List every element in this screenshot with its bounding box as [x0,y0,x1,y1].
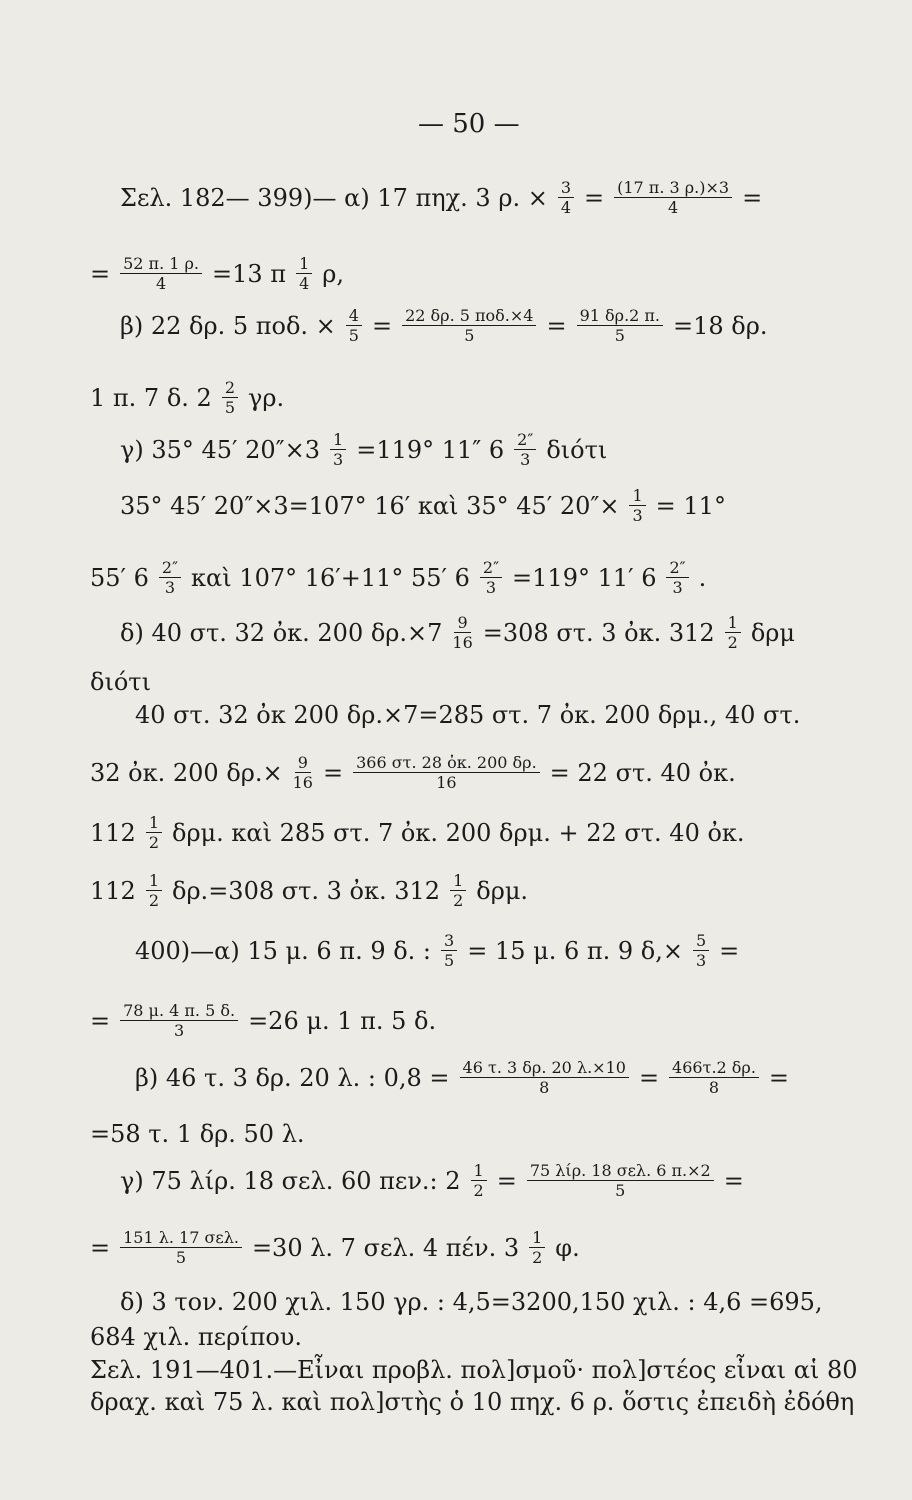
fraction [146,873,162,909]
fraction [514,432,536,468]
text-run: γ) 75 λίρ. 18 σελ. 60 πεν.: 2 [120,1167,461,1195]
text-run: ρ, [322,260,344,288]
text-run: = [496,1167,517,1195]
text-run: δραχ. καὶ 75 λ. καὶ πολ]στὴς ὁ 10 πηχ. 6 ρ. ὅστις ἐπειδὴ ἐδόθη [90,1388,855,1416]
text-line [120,615,795,651]
text-run: δρμ. καὶ 285 στ. 7 ὀκ. 200 δρμ. + 22 στ. 40 ὀκ. [172,819,745,847]
text-line [90,670,151,694]
text-run: = [742,184,763,212]
text-run: 112 [90,819,136,847]
text-run: = [723,1167,744,1195]
text-run: 55′ 6 [90,564,149,592]
text-run: =119° 11′ 6 [512,564,657,592]
fraction-numerator: 1 [330,432,346,450]
text-run: β) 46 τ. 3 δρ. 20 λ. : 0,8 = [135,1064,450,1092]
text-run: 40 στ. 32 ὀκ 200 δρ.×7=285 στ. 7 ὀκ. 200 δρμ., 40 στ. [135,701,801,729]
text-run: =119° 11″ 6 [356,436,505,464]
fraction [452,615,472,651]
fraction [402,308,536,344]
fraction-numerator: 46 τ. 3 δρ. 20 λ.×10 [460,1060,629,1078]
fraction-numerator: 9 [295,755,311,773]
fraction-numerator: 1 [725,615,741,633]
fraction-numerator: 1 [450,873,466,891]
fraction [450,873,466,909]
fraction [666,560,688,596]
fraction [725,615,741,651]
fraction [222,380,238,416]
text-line [90,1230,580,1266]
text-run: . [698,564,707,592]
fraction [614,180,732,216]
fraction-denominator: 3 [164,578,176,597]
fraction-numerator: 2″ [159,560,181,578]
text-run: 400)—α) 15 μ. 6 π. 9 δ. : [135,937,432,965]
text-run: = [768,1064,790,1092]
fraction-denominator: 2 [453,891,464,910]
fraction [693,933,709,969]
fraction-denominator: 5 [444,951,455,970]
fraction-numerator: 3 [441,933,457,951]
fraction-numerator: 52 π. 1 ρ. [120,256,202,274]
fraction-numerator: 3 [558,180,574,198]
text-run: δ) 3 τον. 200 χιλ. 150 γρ. : 4,5=3200,150 χιλ. : 4,6 =695, [120,1288,823,1316]
fraction-numerator: 2″ [666,560,688,578]
text-run: Σελ. 191—401.—Εἶναι προβλ. πολ]σμοῦ· πολ]στέος εἶναι αἱ 80 [90,1356,858,1384]
fraction [471,1163,487,1199]
fraction-denominator: 16 [452,633,473,652]
fraction-denominator: 5 [224,398,235,417]
fraction-numerator: 5 [693,933,709,951]
fraction-denominator: 4 [668,198,679,217]
fraction [460,1060,629,1096]
fraction-numerator: 75 λίρ. 18 σελ. 6 π.×2 [527,1163,714,1181]
text-run: Σελ. 182— 399)— α) 17 πηχ. 3 ρ. × [120,184,548,212]
text-run: = [90,1007,111,1035]
text-run: =58 τ. 1 δρ. 50 λ. [90,1120,305,1148]
fraction-denominator: 5 [615,1181,626,1200]
text-run: καὶ 107° 16′+11° 55′ 6 [191,564,470,592]
text-run: =308 στ. 3 ὀκ. 312 [482,619,715,647]
text-line [120,308,767,344]
fraction-numerator: 366 στ. 28 ὀκ. 200 δρ. [353,755,540,773]
text-run: διότι [546,436,608,464]
text-run: = 22 στ. 40 ὀκ. [549,759,736,787]
fraction-numerator: 2″ [480,560,502,578]
fraction [527,1163,714,1199]
fraction-numerator: 2″ [514,432,536,450]
fraction [120,256,202,292]
text-run: =30 λ. 7 σελ. 4 πέν. 3 [251,1234,520,1262]
fraction [330,432,346,468]
fraction-denominator: 2 [727,633,738,652]
text-line [90,256,344,292]
text-line [135,703,800,727]
fraction [296,256,312,292]
text-line [120,1290,823,1314]
text-run: 32 ὀκ. 200 δρ.× [90,759,283,787]
text-run: = [719,937,740,965]
fraction-denominator: 2 [473,1181,484,1200]
text-run: = 11° [655,492,726,520]
fraction-numerator: 78 μ. 4 π. 5 δ. [120,1003,238,1021]
fraction-denominator: 3 [485,578,497,597]
fraction [669,1060,759,1096]
fraction-denominator: 2 [148,891,159,910]
fraction-denominator: 3 [672,578,683,597]
fraction [629,488,645,524]
text-run: = 15 μ. 6 π. 9 δ,× [467,937,683,965]
page-number [418,109,520,139]
text-line [90,1358,858,1382]
fraction-numerator: (17 π. 3 ρ.)×3 [614,180,732,198]
text-run: δρμ [750,619,795,647]
text-run: 35° 45′ 20″×3=107° 16′ καὶ 35° 45′ 20″× [120,492,620,520]
text-run: 1 π. 7 δ. 2 [90,384,212,412]
text-line [120,1163,744,1199]
fraction-denominator: 5 [464,326,475,345]
page-number-text: — 50 — [418,109,520,139]
fraction [146,815,162,851]
text-run: δρμ. [476,877,529,905]
fraction-denominator: 8 [708,1078,720,1097]
text-line [135,933,739,969]
text-run: = [90,260,111,288]
fraction-denominator: 4 [560,198,571,217]
fraction [577,308,663,344]
fraction [120,1003,238,1039]
fraction-numerator: 1 [471,1163,487,1181]
text-run: = [371,312,393,340]
fraction-numerator: 22 δρ. 5 ποδ.×4 [402,308,536,326]
text-line [120,432,607,468]
text-run: =26 μ. 1 π. 5 δ. [248,1007,437,1035]
fraction-numerator: 1 [146,873,162,891]
fraction-numerator: 9 [454,615,470,633]
fraction [353,755,540,791]
fraction-numerator: 4 [346,308,362,326]
fraction-denominator: 3 [520,450,531,469]
text-run: διότι [90,668,151,696]
fraction-denominator: 3 [173,1021,185,1040]
text-line [90,755,736,791]
text-line [120,180,762,216]
text-line [90,1003,436,1039]
fraction-numerator: 2 [222,380,238,398]
text-run: φ. [555,1234,580,1262]
fraction-numerator: 151 λ. 17 σελ. [120,1230,242,1248]
text-run: = [546,312,567,340]
text-run: 684 χιλ. περίπου. [90,1323,303,1351]
fraction [529,1230,545,1266]
text-run: β) 22 δρ. 5 ποδ. × [120,312,336,340]
fraction-denominator: 3 [695,951,707,970]
fraction-denominator: 4 [155,274,167,293]
text-run: γ) 35° 45′ 20″×3 [120,436,321,464]
text-run: 112 [90,877,136,905]
text-line [90,1325,302,1349]
text-run: = [90,1234,111,1262]
text-line [90,380,284,416]
fraction-numerator: 1 [146,815,162,833]
text-run: δ) 40 στ. 32 ὀκ. 200 δρ.×7 [120,619,443,647]
text-line [90,815,745,851]
fraction-denominator: 16 [436,773,457,792]
text-run: γρ. [248,384,285,412]
fraction [159,560,181,596]
text-line [90,873,528,909]
text-line [90,1122,305,1146]
fraction [441,933,457,969]
text-run: =18 δρ. [673,312,768,340]
text-run: = [584,184,605,212]
fraction-numerator: 466τ.2 δρ. [669,1060,759,1078]
fraction-denominator: 8 [539,1078,550,1097]
fraction [293,755,313,791]
text-line [135,1060,789,1096]
text-line [90,1390,854,1414]
fraction [480,560,502,596]
text-line [120,488,726,524]
text-line [90,560,706,596]
fraction-numerator: 1 [629,488,645,506]
fraction-denominator: 5 [175,1248,187,1267]
fraction-denominator: 16 [292,773,313,792]
text-run: = [638,1064,660,1092]
fraction-numerator: 1 [529,1230,545,1248]
fraction-denominator: 5 [614,326,625,345]
text-run: δρ.=308 στ. 3 ὀκ. 312 [172,877,441,905]
fraction-denominator: 3 [632,506,643,525]
fraction-numerator: 1 [296,256,312,274]
fraction-denominator: 2 [148,833,159,852]
fraction-denominator: 5 [348,326,359,345]
fraction-denominator: 3 [333,450,344,469]
text-run: =13 π [212,260,287,288]
fraction-denominator: 4 [299,274,310,293]
fraction [120,1230,242,1266]
fraction-denominator: 2 [532,1248,543,1267]
fraction [346,308,362,344]
fraction-numerator: 91 δρ.2 π. [577,308,663,326]
fraction [558,180,574,216]
text-run: = [322,759,344,787]
